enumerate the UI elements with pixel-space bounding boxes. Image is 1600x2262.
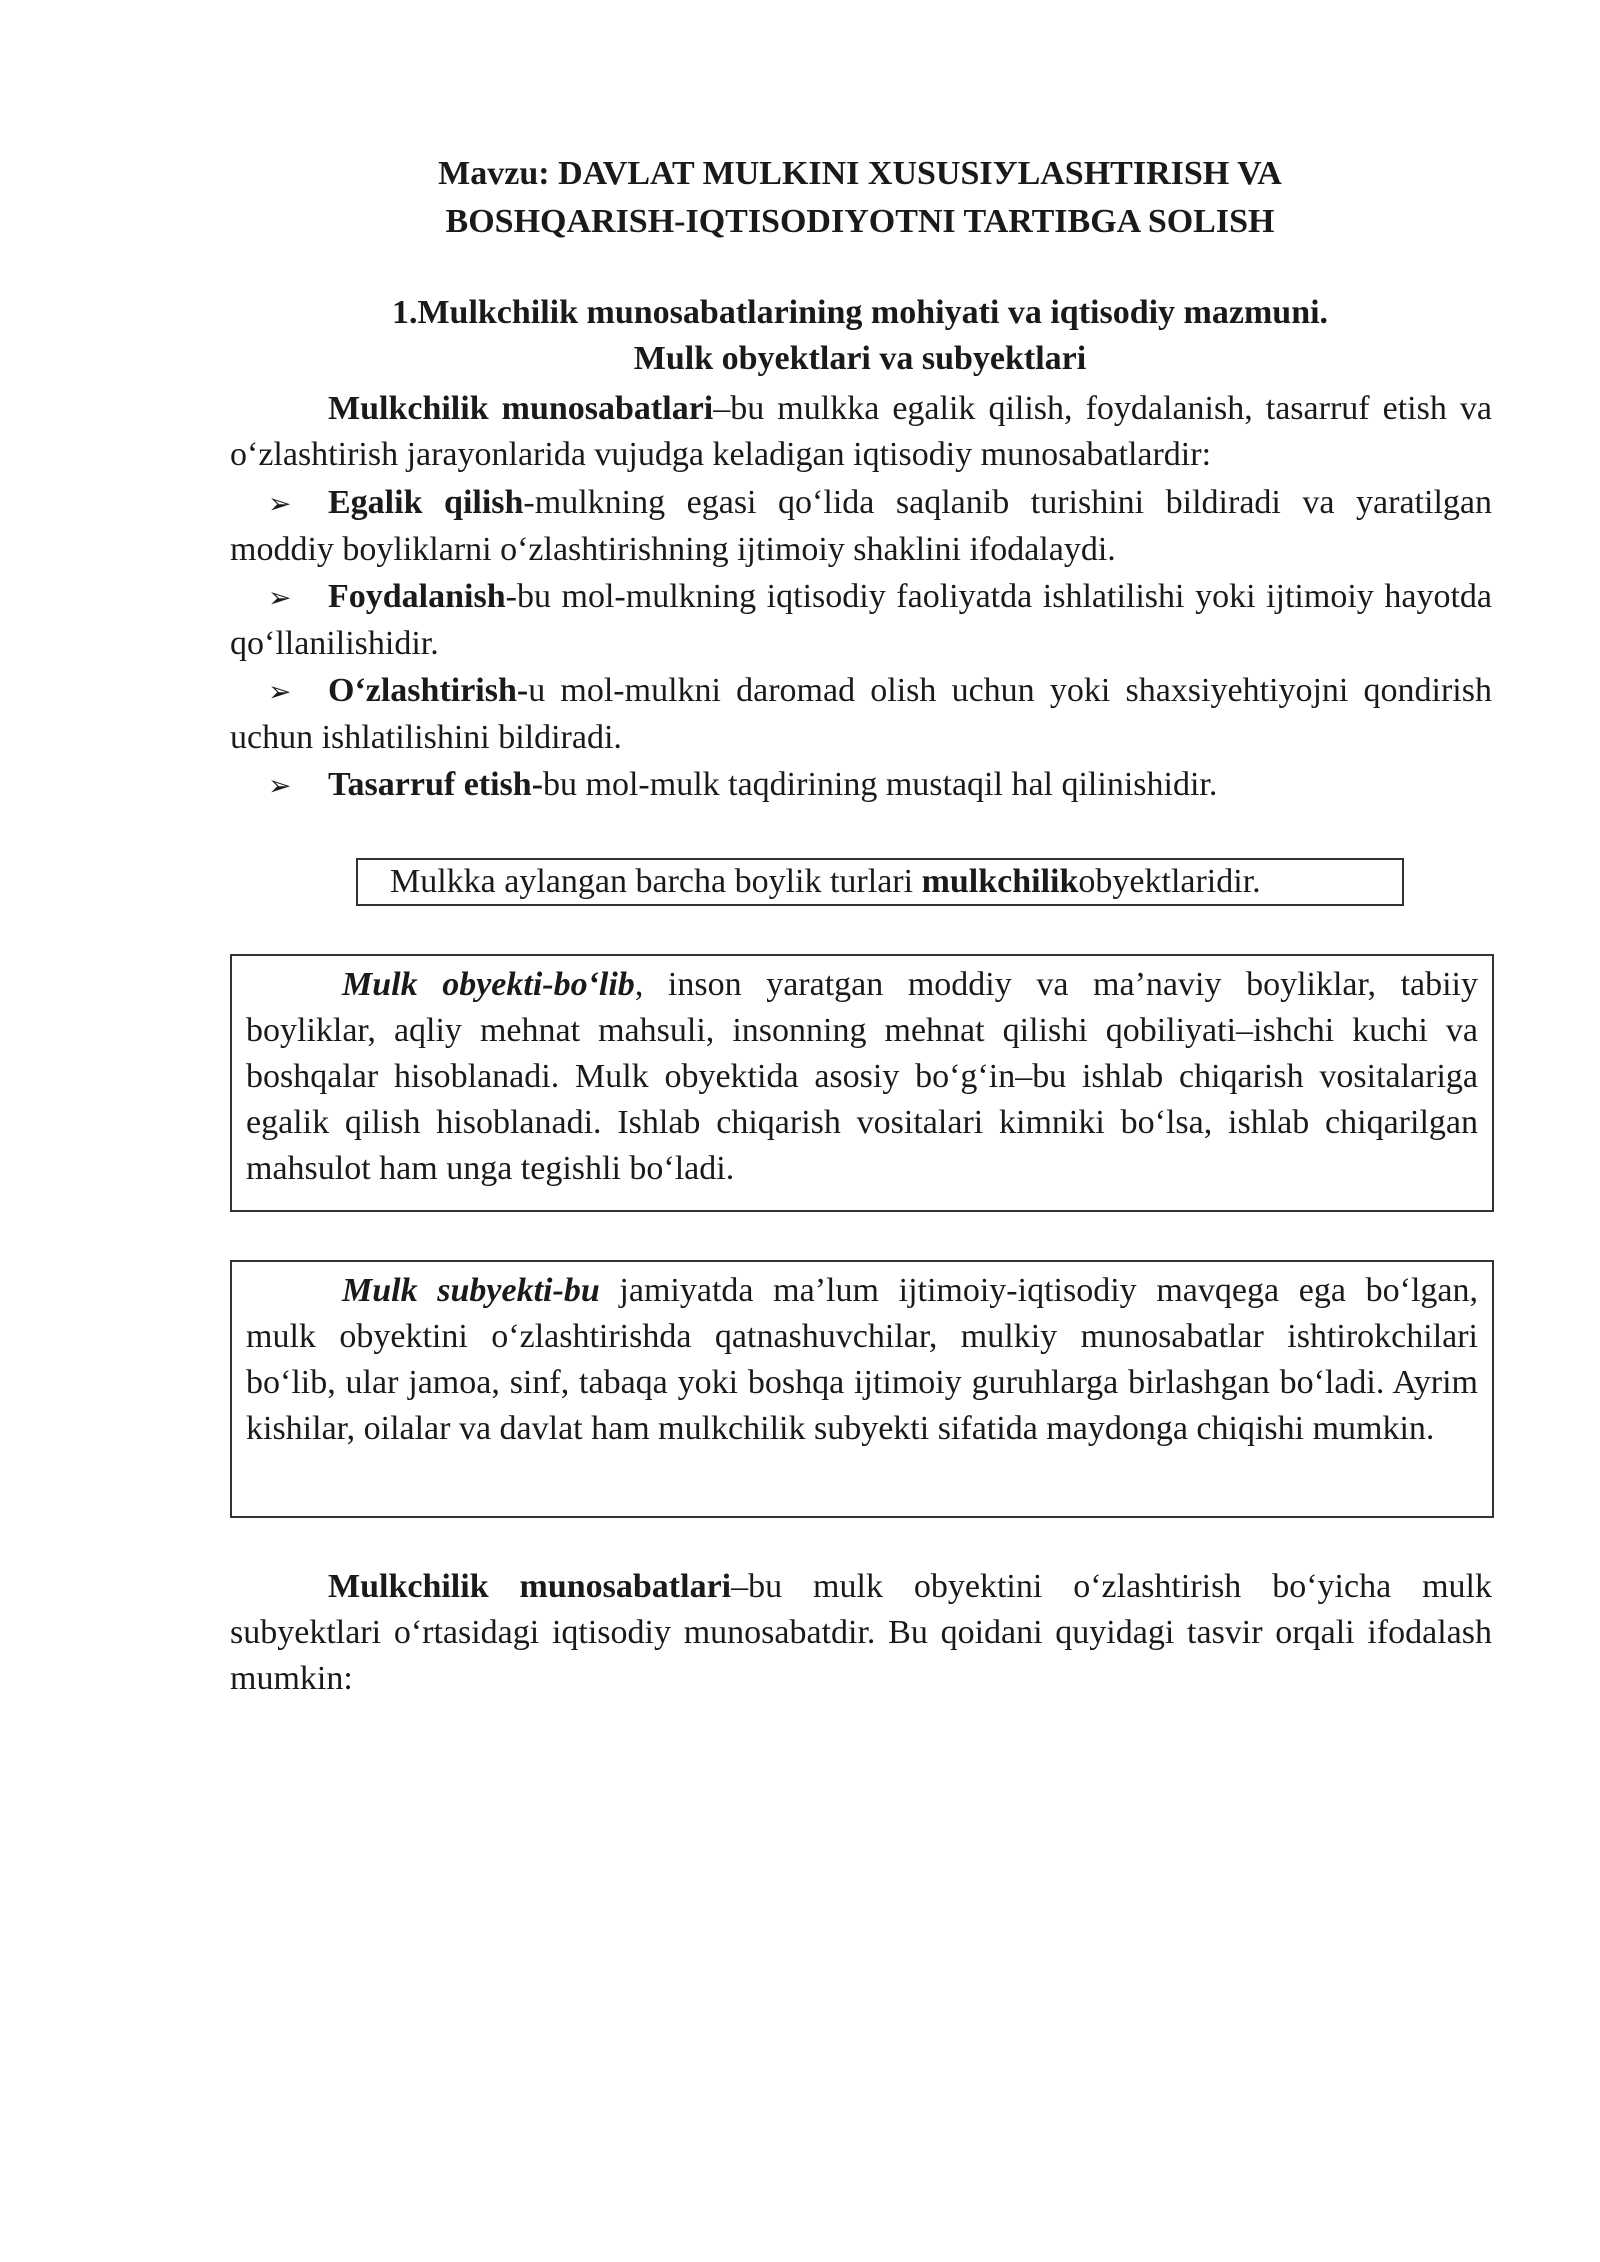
object-definition-box: [230, 954, 1494, 1212]
bullet-term: Egalik qilish: [328, 484, 524, 521]
bullet-text: u mol-mulkni daromad olish uchun yoki shaxsiyehtiyojni qondirish uchun ishlatilishini bildiradi.: [230, 672, 1492, 756]
closing-term: Mulkchilik munosabatlari: [328, 1568, 732, 1605]
arrow-bullet-icon: ➢: [268, 675, 292, 708]
section-heading-line-1: 1.Mulkchilik munosabatlarining mohiyati va iqtisodiy mazmuni.: [391, 294, 1329, 331]
bullet-term: O‘zlashtirish-: [328, 672, 529, 709]
bullet-term: Foydalanish: [328, 578, 506, 615]
bullet-item-ozlashtirish: [230, 668, 1492, 761]
closing-paragraph: [230, 1564, 1492, 1702]
intro-paragraph: [230, 386, 1492, 478]
bullet-text: -mulkning egasi qo‘lida saqlanib turishini bildiradi va yaratilgan moddiy boyliklarni o‘zlashtirishning ijtimoiy shaklini ifodalaydi.: [230, 484, 1492, 568]
bullet-item-foydalanish: [230, 574, 1492, 667]
subject-text: jamiyatda ma’lum ijtimoiy-iqtisodiy mavqega ega bo‘lgan, mulk obyektini o‘zlashtirishda qatnashuvchilar, mulkiy munosabatlar ishtirokchilari bo‘lib, ular jamoa, sinf, tabaqa yoki boshqa ijtimoiy guruhlarga birlashgan bo‘ladi. Ayrim kishilar, oilalar va davlat ham mulkchilik subyekti sifatida maydonga chiqishi mumkin.: [246, 1272, 1478, 1447]
bullet-text: bu mol-mulk taqdirining mustaqil hal qilinishidir.: [543, 766, 1218, 803]
bullet-item-egalik: [230, 480, 1492, 573]
arrow-bullet-icon: ➢: [268, 581, 292, 614]
arrow-bullet-icon: ➢: [268, 487, 292, 520]
title-line-2: BOSHQARISH-IQTISODIYOTNI TARTIBGA SOLISH: [445, 203, 1275, 240]
intro-text: –bu mulkka egalik qilish, foydalanish, tasarruf etish va o‘zlashtirish jarayonlarida vujudga keladigan iqtisodiy munosabatlardir:: [230, 390, 1492, 473]
bullet-term: Tasarruf etish-: [328, 766, 544, 803]
note-text-after: obyektlaridir.: [1078, 863, 1261, 900]
title-line-1: Mavzu: DAVLAT MULKINI XUSUSIУLASHTIRISH VA: [438, 155, 1282, 192]
arrow-bullet-icon: ➢: [268, 769, 292, 802]
intro-term: Mulkchilik munosabatlari: [328, 390, 714, 427]
subject-definition-box: [230, 1260, 1494, 1518]
object-text: , inson yaratgan moddiy va ma’naviy boyliklar, tabiiy boyliklar, aqliy mehnat mahsuli, insonning mehnat qilishi qobiliyati–ishchi kuchi va boshqalar hisoblanadi. Mulk obyektida asosiy bo‘g‘in–bu ishlab chiqarish vositalariga egalik qilish hisoblanadi. Ishlab chiqarish vositalari kimniki bo‘lsa, ishlab chiqarilgan mahsulot ham unga tegishli bo‘ladi.: [246, 966, 1478, 1187]
note-box: [356, 858, 1404, 906]
closing-text: –bu mulk obyektini o‘zlashtirish bo‘yicha mulk subyektlari o‘rtasidagi iqtisodiy munosabatdir. Bu qoidani quyidagi tasvir orqali ifodalash mumkin:: [230, 1568, 1492, 1697]
section-heading-line-2: Mulk obyektlari va subyektlari: [633, 340, 1087, 377]
bullet-text: -bu mol-mulkning iqtisodiy faoliyatda ishlatilishi yoki ijtimoiy hayotda qo‘llanilishidir.: [230, 578, 1492, 662]
bullet-item-tasarruf: [230, 762, 1492, 809]
section-heading: [230, 290, 1490, 382]
subject-term: Mulk subyekti-bu: [342, 1272, 600, 1309]
object-term: Mulk obyekti-bo‘lib: [342, 966, 635, 1003]
document-title: [230, 150, 1490, 246]
note-text-before: Mulkka aylangan barcha boylik turlari: [390, 863, 922, 900]
note-term: mulkchilik: [921, 863, 1079, 900]
